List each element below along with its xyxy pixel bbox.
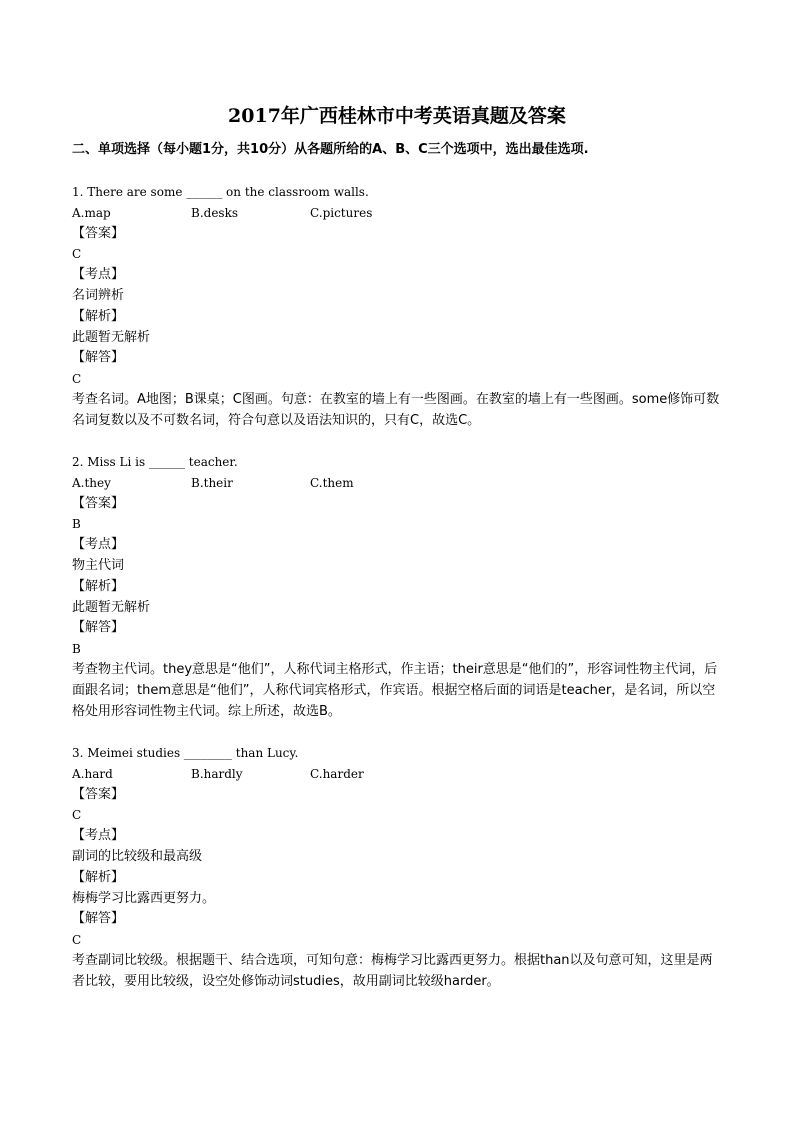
- solution-text: 考查物主代词。they意思是“他们”，人称代词主格形式，作主语；their意思是“他们的”，形容词性物主代词，后面跟名词；them意思是“他们”，人称代词宾格形式，作宾语。根据空格后面的词语是teacher，是名词，所以空格处用形容词性物主代词。综上所述，故选B。: [72, 661, 718, 719]
- options-row: [72, 203, 732, 224]
- solution-label: 【解答】: [72, 350, 125, 366]
- option-a: A.map: [72, 205, 111, 220]
- point-label: 【考点】: [72, 537, 125, 553]
- point-label: 【考点】: [72, 267, 125, 283]
- solution-answer: C: [72, 372, 82, 387]
- solution-label: 【解答】: [72, 911, 125, 927]
- point-label: 【考点】: [72, 828, 125, 844]
- option-b: B.their: [191, 475, 233, 490]
- question-stem: 2. Miss Li is ______ teacher.: [72, 455, 238, 469]
- option-c: C.harder: [310, 766, 364, 781]
- solution-label: 【解答】: [72, 620, 125, 636]
- answer-value: B: [72, 517, 81, 532]
- answer-value: C: [72, 808, 82, 823]
- option-a: A.they: [72, 475, 111, 490]
- solution-answer: C: [72, 933, 82, 948]
- option-b: B.desks: [191, 205, 239, 220]
- analysis-value: 梅梅学习比露西更努力。: [72, 890, 216, 906]
- question-2: [72, 452, 732, 722]
- analysis-label: 【解析】: [72, 869, 125, 885]
- options-row: [72, 473, 732, 494]
- point-value: 副词的比较级和最高级: [72, 848, 203, 864]
- analysis-label: 【解析】: [72, 578, 125, 594]
- point-value: 名词辨析: [72, 287, 125, 303]
- solution-text: 考查副词比较级。根据题干、结合选项，可知句意：梅梅学习比露西更努力。根据than以及句意可知，这里是两者比较，要用比较级，设空处修饰动词studies，故用副词比较级harder。: [72, 952, 713, 989]
- question-stem: 3. Meimei studies ________ than Lucy.: [72, 746, 299, 760]
- answer-value: C: [72, 247, 82, 262]
- answer-label: 【答案】: [72, 786, 125, 802]
- point-value: 物主代词: [72, 557, 125, 573]
- option-c: C.pictures: [310, 205, 373, 220]
- question-1: [72, 182, 732, 432]
- answer-label: 【答案】: [72, 225, 125, 241]
- analysis-value: 此题暂无解析: [72, 329, 151, 345]
- document-title: 2017年广西桂林市中考英语真题及答案: [228, 105, 566, 127]
- option-b: B.hardly: [191, 766, 243, 781]
- question-3: [72, 743, 732, 993]
- option-a: A.hard: [72, 766, 113, 781]
- options-row: [72, 764, 732, 785]
- analysis-value: 此题暂无解析: [72, 599, 151, 615]
- solution-answer: B: [72, 642, 81, 657]
- option-c: C.them: [310, 475, 354, 490]
- section-header: 二、单项选择（每小题1分，共10分）从各题所给的A、B、C三个选项中，选出最佳选项.: [72, 142, 589, 157]
- answer-label: 【答案】: [72, 495, 125, 511]
- analysis-label: 【解析】: [72, 308, 125, 324]
- solution-text: 考查名词。A地图；B课桌；C图画。句意：在教室的墙上有一些图画。在教室的墙上有一些图画。some修饰可数名词复数以及不可数名词，符合句意以及语法知识的，只有C，故选C。: [72, 391, 720, 428]
- question-stem: 1. There are some ______ on the classroom walls.: [72, 185, 369, 199]
